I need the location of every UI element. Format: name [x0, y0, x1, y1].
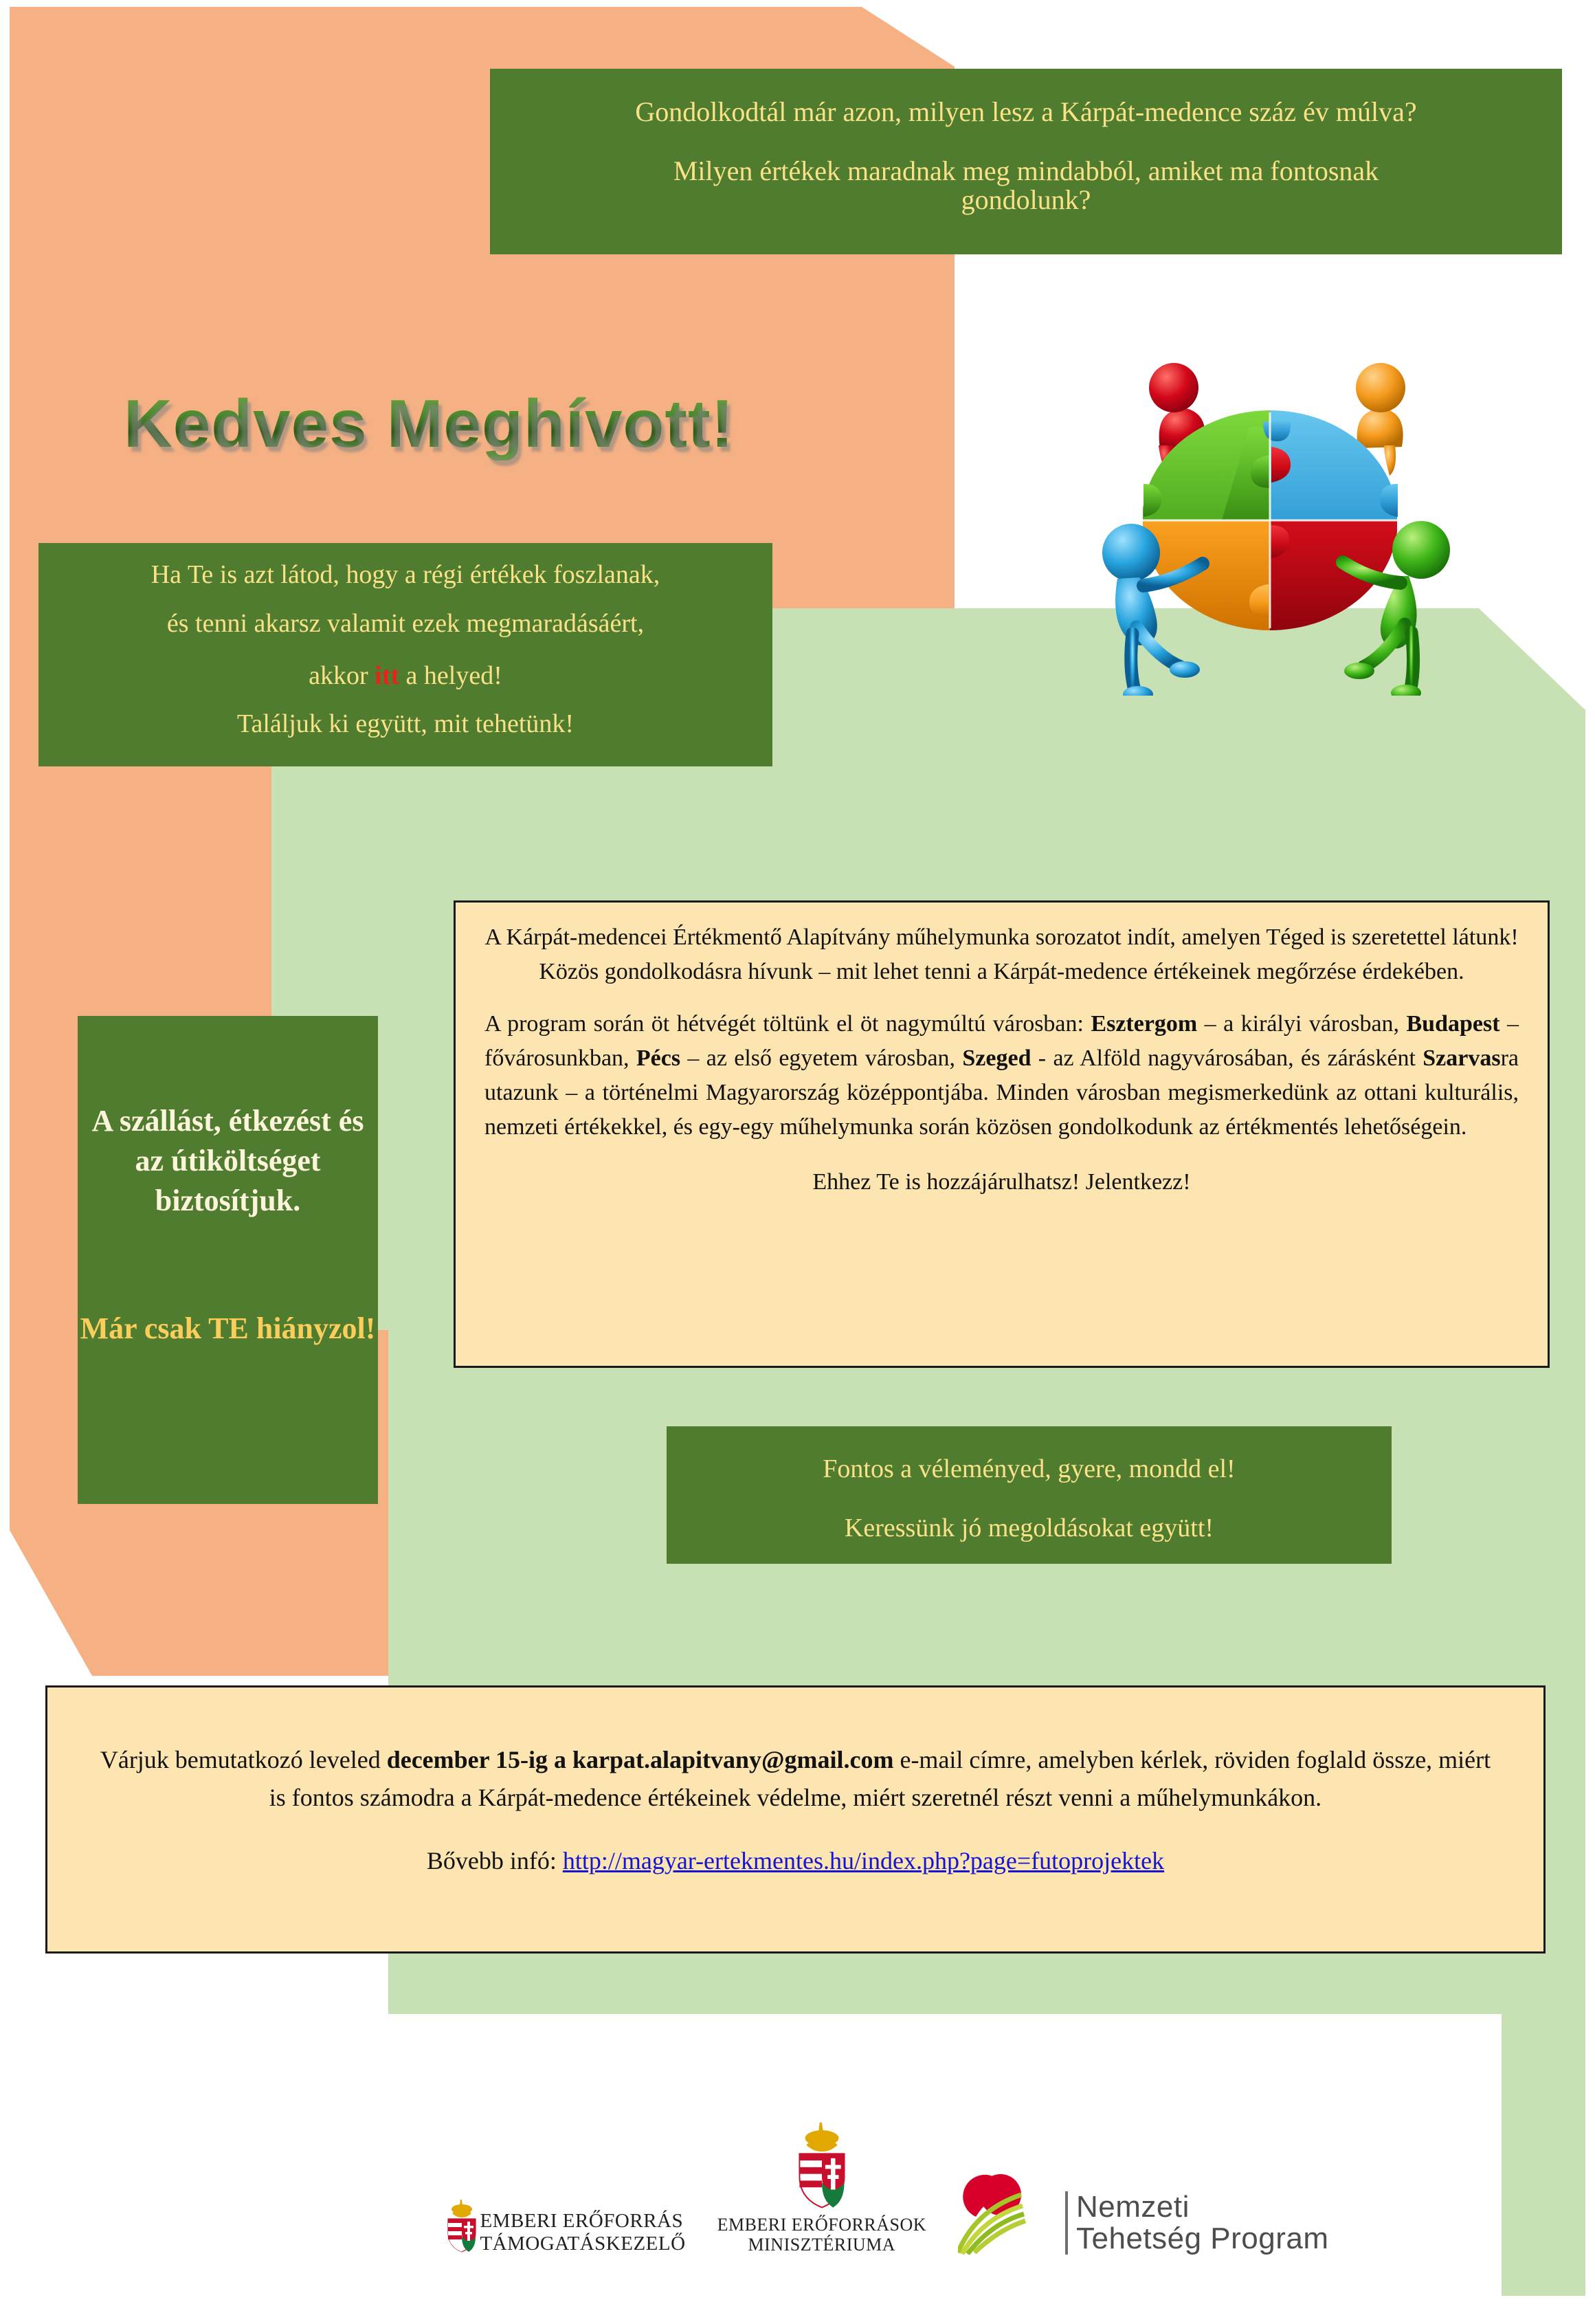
- logo2-line-1: EMBERI ERŐFORRÁSOK: [717, 2214, 926, 2235]
- intro-line-3-pre: akkor: [309, 661, 375, 691]
- logo1-line-1: EMBERI ERŐFORRÁS: [480, 2210, 684, 2233]
- program-description-box: [454, 900, 1550, 1368]
- header-line-1: Gondolkodtál már azon, milyen lesz a Kárpát-medence száz év múlva?: [635, 96, 1417, 127]
- logo-emberi-eroforras-tamogataskezelo: [444, 2195, 685, 2255]
- body-callout: Ehhez Te is hozzájárulhatsz! Jelentkezz!: [812, 1169, 1191, 1195]
- logo1-text: [480, 2210, 685, 2255]
- intro-green-box: [38, 543, 772, 766]
- four-people-puzzle-icon: [1078, 311, 1462, 696]
- intro-line-4: Találjuk ki együtt, mit tehetünk!: [236, 709, 575, 739]
- logo3-line-1: Nemzeti: [1076, 2189, 1190, 2224]
- city-esztergom: Esztergom: [1091, 1010, 1198, 1037]
- project-website-link[interactable]: http://magyar-ertekmentes.hu/index.php?page=futoprojektek: [562, 1847, 1165, 1875]
- header-question-box: [490, 69, 1562, 254]
- application-instructions-box: [45, 1685, 1546, 1954]
- intro-line-1: Ha Te is azt látod, hogy a régi értékek foszlanak,: [150, 560, 660, 589]
- side-missing-text: Már csak TE hiányzol!: [80, 1312, 376, 1346]
- sponsor-logos: [271, 2048, 1502, 2255]
- logo-emberi-eroforrasok-miniszteriuma: [717, 2116, 926, 2255]
- body-seg-6: ra utazunk – a történelmi Magyarország középpontjába. Minden városban megismerkedünk az ottani kulturális, nemzeti értékekkel, és egy-egy műhelymunka során közösen gondolkodunk az értékmentés lehetőségein.: [484, 1045, 1519, 1140]
- city-szarvas: Szarvas: [1423, 1045, 1501, 1071]
- footer-paragraph: [90, 1741, 1501, 1816]
- body-seg-4: – az első egyetem városban,: [680, 1045, 963, 1071]
- body-paragraph-2: [484, 1007, 1519, 1144]
- body-paragraph-1: A Kárpát-medencei Értékmentő Alapítvány műhelymunka sorozatot indít, amelyen Téged is szeretettel látunk! Közös gondolkodásra hívunk – mit lehet tenni a Kárpát-medence értékeinek megőrzése érdekében.: [484, 925, 1519, 984]
- footer-seg-1: Várjuk bemutatkozó leveled: [100, 1746, 387, 1773]
- side-offer-text: A szállást, étkezést és az útiköltséget biztosítjuk.: [91, 1104, 364, 1218]
- logo2-line-2: MINISZTÉRIUMA: [748, 2234, 896, 2255]
- logo-nemzeti-tehetseg-program: [958, 2162, 1329, 2255]
- body-seg-3: – fővárosunkban,: [484, 1010, 1519, 1071]
- body-seg-2: – a királyi városban,: [1197, 1010, 1407, 1037]
- body-seg-5: - az Alföld nagyvárosában, és zárásként: [1031, 1045, 1423, 1071]
- side-offer-box: [78, 1016, 378, 1504]
- header-line-2: Milyen értékek maradnak meg mindabból, amiket ma fontosnak: [673, 155, 1379, 186]
- intro-line-3-post: a helyed!: [399, 661, 502, 691]
- puzzle-disc: [1142, 410, 1398, 630]
- logo2-text: [717, 2215, 926, 2255]
- more-info-label: Bővebb infó:: [426, 1847, 563, 1875]
- cta-line-1: Fontos a véleményed, gyere, mondd el!: [823, 1454, 1236, 1483]
- page-title: Kedves Meghívott!: [124, 385, 948, 461]
- intro-line-2: és tenni akarsz valamit ezek megmaradásáért,: [166, 608, 645, 638]
- logo3-text: [1065, 2191, 1329, 2255]
- city-budapest: Budapest: [1406, 1010, 1500, 1037]
- intro-line-3: [38, 640, 772, 691]
- header-line-3: gondolunk?: [961, 184, 1091, 215]
- footer-seg-2: e-mail címre, amelyben kérlek, röviden foglald össze, miért is fontos számodra a Kárpát-medence értékeinek védelme, miért szeretnél részt venni a műhelymunkákon.: [269, 1746, 1491, 1811]
- city-szeged: Szeged: [962, 1045, 1031, 1071]
- logo1-line-2: TÁMOGATÁSKEZELŐ: [480, 2232, 686, 2255]
- footer-more-info: [90, 1842, 1501, 1880]
- logo3-line-2: Tehetség Program: [1076, 2221, 1329, 2255]
- cta-line-2: Keressünk jó megoldásokat együtt!: [844, 1514, 1214, 1542]
- hungarian-coat-of-arms-icon: [788, 2116, 856, 2212]
- cta-green-box: [667, 1426, 1392, 1564]
- deadline-and-email: december 15-ig a karpat.alapitvany@gmail.com: [386, 1746, 894, 1773]
- intro-highlight-itt: itt: [375, 661, 400, 691]
- nemzeti-tehetseg-program-mark-icon: [958, 2162, 1061, 2255]
- body-seg-1: A program során öt hétvégét töltünk el öt nagymúltú városban:: [484, 1010, 1091, 1037]
- hungarian-coat-of-arms-icon: [444, 2195, 480, 2255]
- city-pecs: Pécs: [636, 1045, 681, 1071]
